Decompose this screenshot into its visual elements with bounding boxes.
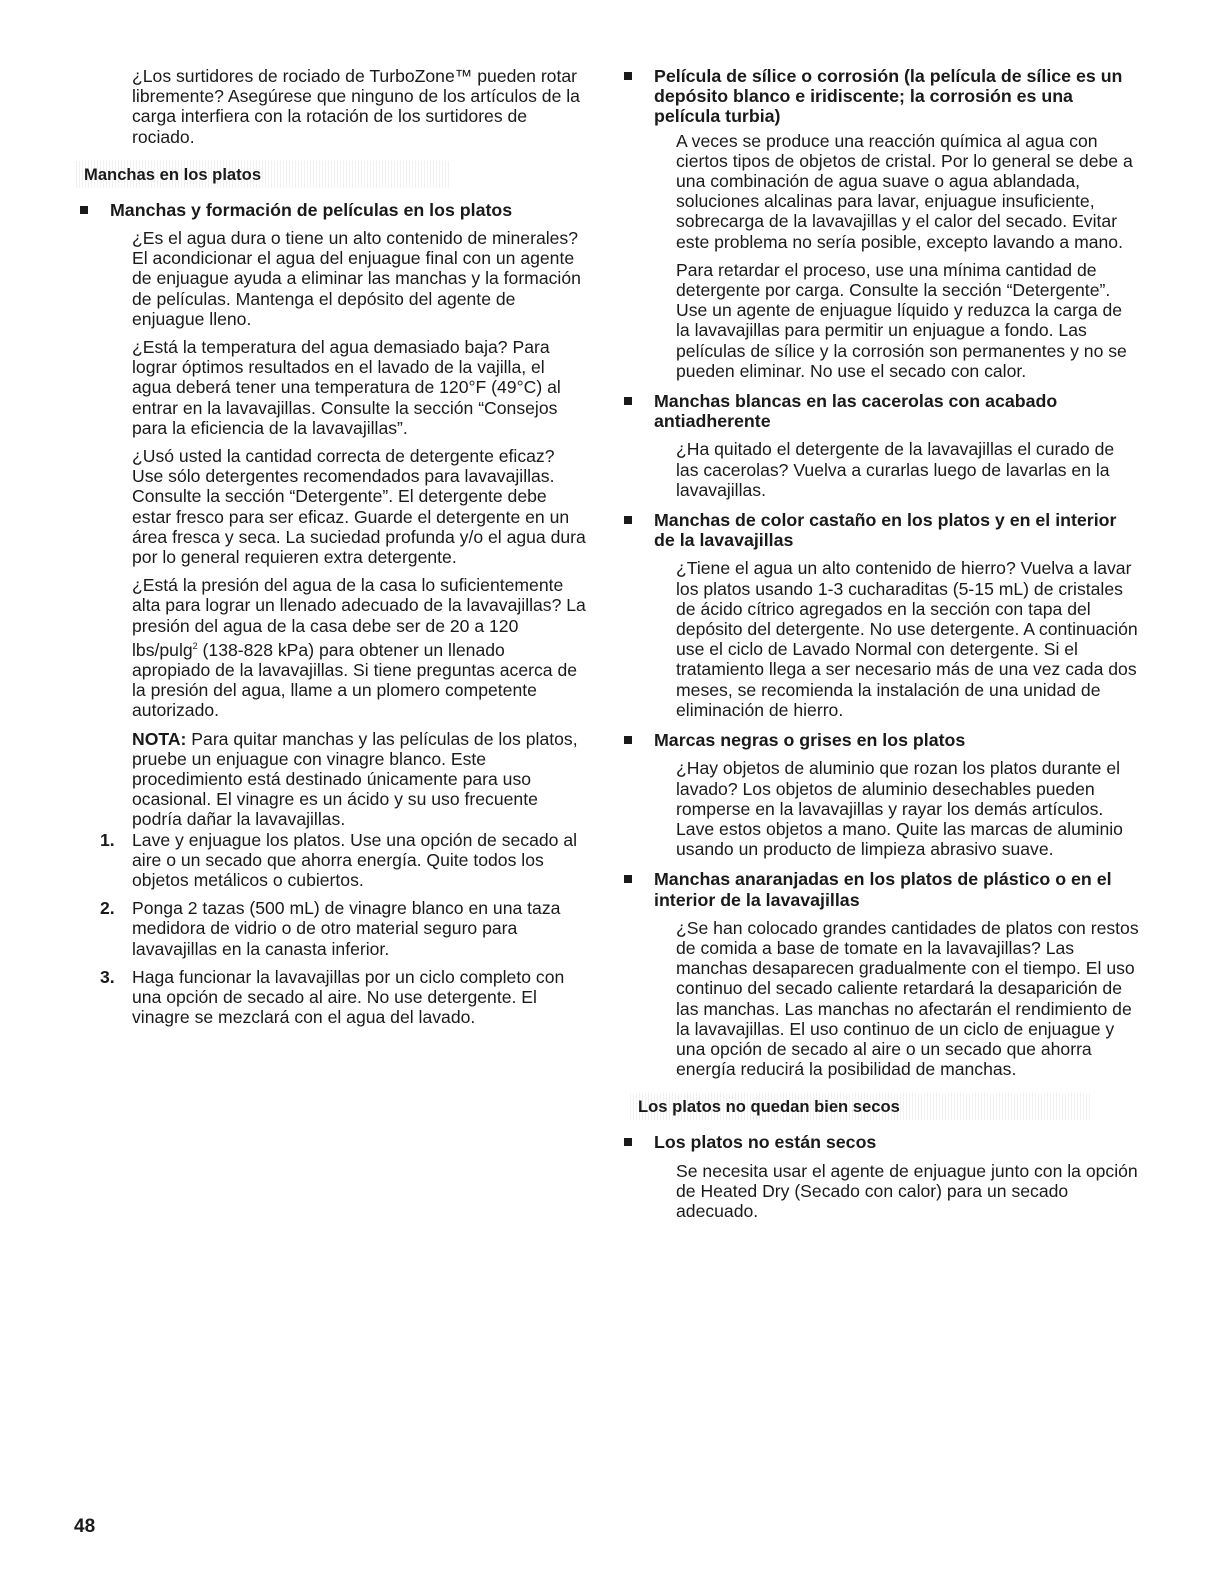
intro-paragraph: ¿Los surtidores de rociado de TurboZone™ pueden rotar libremente? Asegúrese que ninguno de los artículos de la carga interfiera con la rotación de los surtidores de rociado. bbox=[132, 66, 580, 147]
paragraph-hard-water: ¿Es el agua dura o tiene un alto contenido de minerales? El acondicionar el agua del enjuague final con un agente de enjuague ayuda a eliminar las manchas y la formación de películas. Mantenga el depósito del agente de enjuague lleno. bbox=[132, 228, 581, 329]
bullet-spotting-filming: Manchas y formación de películas en los platos bbox=[74, 200, 586, 220]
paragraph-orange-spots: ¿Se han colocado grandes cantidades de platos con restos de comida a base de tomate en la lavavajillas? Las manchas desaparecen gradualmente con el tiempo. El uso continuo del secado caliente retardará la desaparición de las manchas. Las manchas no afectarán el rendimiento de la lavavajillas. El uso continuo de un ciclo de enjuague y una opción de secado al aire o un secado que ahorra energía reducirá la posibilidad de manchas. bbox=[676, 917, 1139, 1080]
paragraph-detergent: ¿Usó usted la cantidad correcta de detergente eficaz? Use sólo detergentes recomendados para lavavajillas. Consulte la sección “Detergente”. El detergente debe estar fresco para ser eficaz. Guarde el detergente en un área fresca y seca. La suciedad profunda y/o el agua dura por lo general requieren extra detergente. bbox=[132, 446, 586, 568]
note-paragraph: NOTA: Para quitar manchas y las películas de los platos, pruebe un enjuague con vinagre blanco. Este procedimiento está destinado únicamente para uso ocasional. El vinagre es un ácido y su uso frecuente podría dañar la lavavajillas. bbox=[132, 728, 578, 830]
bullet-orange-spots: Manchas anaranjadas en los platos de plástico o en el interior de la lavavajillas bbox=[618, 869, 1140, 909]
paragraph-silica-2: Para retardar el proceso, use una mínima cantidad de detergente por carga. Consulte la sección “Detergente”. Use un agente de enjuague líquido y reduzca la carga de la lavavajillas para permitir un enjuague a fondo. Las películas de sílice y la corrosión son permanentes y no se pueden eliminar. No use el secado con calor. bbox=[676, 259, 1127, 381]
left-column bbox=[74, 66, 586, 1027]
note-label: NOTA: bbox=[132, 728, 187, 749]
step-1: 1. Lave y enjuague los platos. Use una opción de secado al aire o un secado que ahorra energía. Quite todos los objetos metálicos o cubiertos. bbox=[100, 829, 578, 890]
paragraph-cookware: ¿Ha quitado el detergente de la lavavajillas el curado de las cacerolas? Vuelva a curarlas luego de lavarlas en la lavavajillas. bbox=[676, 439, 1115, 500]
bullet-silica-film: Película de sílice o corrosión (la película de sílice es un depósito blanco e iridiscente; la corrosión es una película turbia) bbox=[618, 66, 1140, 127]
section-heading-not-dry: Los platos no quedan bien secos bbox=[628, 1093, 1090, 1120]
bullet-brown-stains: Manchas de color castaño en los platos y en el interior de la lavavajillas bbox=[618, 510, 1140, 550]
paragraph-water-pressure: ¿Está la presión del agua de la casa lo suficientemente alta para lograr un llenado adecuado de la lavavajillas? La presión del agua de la casa debe ser de 20 a 120 lbs/pulg$^2$ (138-828 kPa) para obtener un llenado apropiado de la lavavajillas. Si tiene preguntas acerca de la presión del agua, llame a un plomero competente autorizado. bbox=[132, 575, 586, 721]
step-3: 3. Haga funcionar la lavavajillas por un ciclo completo con una opción de secado al aire. No use detergente. El vinagre se mezclará con el agua del lavado. bbox=[100, 966, 565, 1028]
paragraph-silica-1: A veces se produce una reacción química al agua con ciertos tipos de objetos de cristal. Por lo general se debe a una combinación de agua suave o agua ablandada, soluciones alcalinas para lavar, enjuague insuficiente, sobrecarga de la lavavajillas y el calor del secado. Evitar este problema no sería posible, excepto lavando a mano. bbox=[676, 130, 1133, 252]
paragraph-black-gray-marks: ¿Hay objetos de aluminio que rozan los platos durante el lavado? Los objetos de aluminio desechables pueden romperse en la lavavajillas y rayar los demás artículos. Lave estos objetos a mano. Quite las marcas de aluminio usando un producto de limpieza abrasivo suave. bbox=[676, 758, 1123, 860]
bullet-black-gray-marks: Marcas negras o grises en los platos bbox=[618, 730, 1140, 750]
paragraph-dishes-not-dry: Se necesita usar el agente de enjuague junto con la opción de Heated Dry (Secado con calor) para un secado adecuado. bbox=[676, 1160, 1138, 1221]
bullet-dishes-not-dry: Los platos no están secos bbox=[618, 1132, 1140, 1152]
right-column bbox=[618, 66, 1140, 1221]
paragraph-water-temp: ¿Está la temperatura del agua demasiado baja? Para lograr óptimos resultados en el lavado de la vajilla, el agua deberá tener una temperatura de 120°F (49°C) al entrar en la lavavajillas. Consulte la sección “Consejos para la eficiencia de la lavavajillas”. bbox=[132, 337, 561, 438]
page-number: 48 bbox=[74, 1516, 96, 1537]
paragraph-brown-stains: ¿Tiene el agua un alto contenido de hierro? Vuelva a lavar los platos usando 1-3 cucharaditas (5-15 mL) de cristales de ácido cítrico agregados en la sección con tapa del depósito del detergente. No use detergente. A continuación use el ciclo de Lavado Normal con detergente. Si el tratamiento llega a ser necesario más de una vez cada dos meses, se recomienda la instalación de una unidad de eliminación de hierro. bbox=[676, 558, 1138, 720]
step-2: 2. Ponga 2 tazas (500 mL) de vinagre blanco en una taza medidora de vidrio o de otro material seguro para lavavajillas en la canasta inferior. bbox=[100, 898, 561, 959]
bullet-white-spots-cookware: Manchas blancas en las cacerolas con acabado antiadherente bbox=[618, 391, 1140, 431]
section-heading-spots: Manchas en los platos bbox=[74, 161, 451, 188]
